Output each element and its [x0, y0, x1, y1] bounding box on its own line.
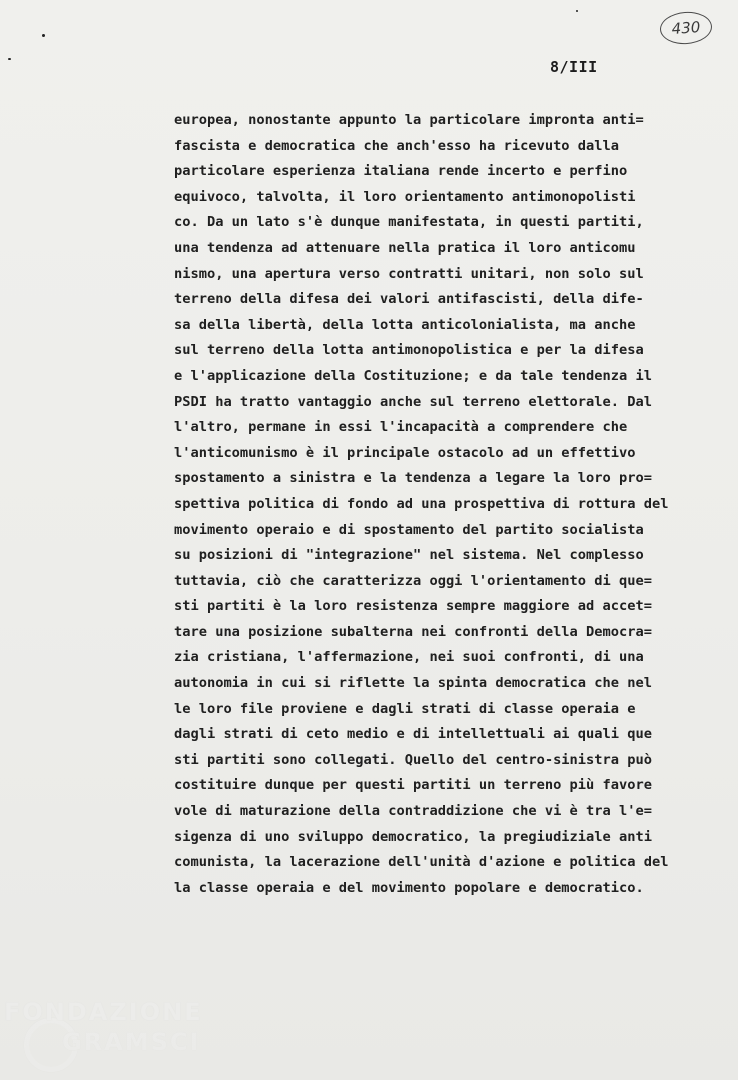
archive-number-stamp — [659, 10, 713, 46]
watermark-line-1: FONDAZIONE — [4, 998, 203, 1026]
text-line: una tendenza ad attenuare nella pratica il loro anticomu — [174, 239, 636, 256]
text-line: sigenza di uno sviluppo democratico, la pregiudiziale anti — [174, 828, 652, 845]
text-line: PSDI ha tratto vantaggio anche sul terreno elettorale. Dal — [174, 393, 652, 410]
text-line: e l'applicazione della Costituzione; e da tale tendenza il — [174, 367, 652, 384]
text-line: particolare esperienza italiana rende incerto e perfino — [174, 163, 628, 180]
text-line: zia cristiana, l'affermazione, nei suoi confronti, di una — [174, 649, 644, 666]
text-line: sa della libertà, della lotta anticolonialista, ma anche — [174, 316, 636, 333]
text-line: l'altro, permane in essi l'incapacità a comprendere che — [174, 419, 628, 436]
typewritten-body — [174, 108, 714, 901]
text-line: vole di maturazione della contraddizione che vi è tra l'e= — [174, 803, 652, 820]
text-line: nismo, una apertura verso contratti unitari, non solo sul — [174, 265, 644, 282]
text-line: sti partiti sono collegati. Quello del centro-sinistra può — [174, 751, 652, 768]
watermark-line-2: GRAMSCI — [62, 1028, 201, 1056]
text-line: tuttavia, ciò che caratterizza oggi l'orientamento di que= — [174, 572, 652, 589]
page-number: 8/III — [550, 58, 598, 76]
text-line: dagli strati di ceto medio e di intellettuali ai quali que — [174, 726, 652, 743]
text-line: fascista e democratica che anch'esso ha ricevuto dalla — [174, 137, 619, 154]
archive-number: 430 — [671, 18, 701, 38]
ink-speck — [8, 58, 11, 60]
text-line: su posizioni di "integrazione" nel sistema. Nel complesso — [174, 547, 644, 564]
text-line: sul terreno della lotta antimonopolistica e per la difesa — [174, 342, 644, 359]
text-line: europea, nonostante appunto la particolare impronta anti= — [174, 112, 644, 128]
ink-speck — [576, 10, 578, 12]
text-line: costituire dunque per questi partiti un terreno più favore — [174, 777, 652, 794]
text-line: terreno della difesa dei valori antifascisti, della dife- — [174, 291, 644, 308]
ink-speck — [42, 34, 45, 37]
text-line: spettiva politica di fondo ad una prospettiva di rottura del — [174, 495, 669, 512]
text-line: sti partiti è la loro resistenza sempre maggiore ad accet= — [174, 598, 652, 615]
text-line: le loro file proviene e dagli strati di classe operaia e — [174, 700, 636, 717]
text-line: co. Da un lato s'è dunque manifestata, in questi partiti, — [174, 214, 644, 231]
text-line: movimento operaio e di spostamento del partito socialista — [174, 521, 644, 538]
text-line: autonomia in cui si riflette la spinta democratica che nel — [174, 675, 652, 692]
text-line: spostamento a sinistra e la tendenza a legare la loro pro= — [174, 470, 652, 487]
text-line: equivoco, talvolta, il loro orientamento antimonopolisti — [174, 188, 636, 205]
fondazione-gramsci-watermark — [4, 996, 234, 1066]
text-line: tare una posizione subalterna nei confronti della Democra= — [174, 623, 652, 640]
text-line: comunista, la lacerazione dell'unità d'azione e politica del — [174, 854, 669, 871]
text-line: l'anticomunismo è il principale ostacolo ad un effettivo — [174, 444, 636, 461]
text-line: la classe operaia e del movimento popolare e democratico. — [174, 879, 644, 896]
